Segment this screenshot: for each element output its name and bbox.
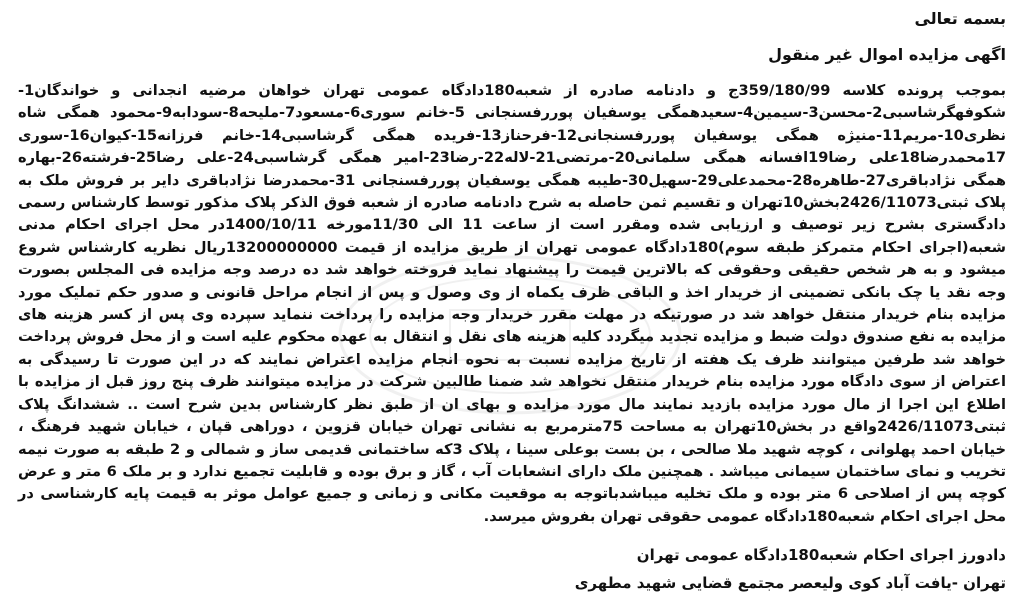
notice-body: بموجب پرونده کلاسه 359/180/99ج و دادنامه صادره از شعبه180دادگاه عمومی تهران خواهان مرضیه انجدانی و خواندگان1-شکوفهگرشاسبی2-محسن3-سیمین4-سعیدهمگی یوسفیان پوررفسنجانی 5-خانم سوری6-مسعود7-ملیحه8-سودابه9-محمود همگی شاه نظری10-مریم11-منیژه همگی یوسفیان پوررفسنجانی12-فرحناز13-فریده همگی گرشاسبی14-خانم فرزانه15-کیوان16-سوری 17محمدرضا18علی رضا19افسانه همگی سلمانی20-مرتضی21-لاله22-رضا23-امیر همگی گرشاسبی24-علی رضا25-فرشته26-بهاره همگی نژادباقری27-طاهره28-محمدعلی29-سهیل30-طیبه همگی یوسفیان پوررفسنجانی 31-محمدرضا نژادباقری دایر بر فروش ملک به پلاک ثبتی2426/11073بخش10تهران و تقسیم ثمن حاصله به شرح دادنامه صادره از شعبه فوق الذکر پلاک مذکور توسط کارشناس رسمی دادگستری بشرح زیر توصیف و ارزیابی شده ومقرر است از ساعت 11 الی 11/30مورخه 1400/10/11در محل اجرای احکام مدنی شعبه(اجرای احکام متمرکز طبقه سوم)180دادگاه عمومی تهران از طریق مزایده از قیمت 13200000000ریال نظریه کارشناس شروع میشود و به هر شخص حقیقی وحقوقی که بالاترین قیمت را پیشنهاد نماید فروخته خواهد شد ده درصد وجه مزایده فی المجلس بصورت وجه نقد یا چک بانکی تضمینی از خریدار اخذ و الباقی ظرف یکماه از وی وصول و پس از انجام مراحل قانونی و صدور حکم تملیک مورد مزایده بنام خریدار منتقل خواهد شد در صورتیکه در مهلت مقرر خریدار وجه مزایده را پرداخت ننماید سپرده وی پس از کسر هزینه های مزایده به نفع صندوق دولت ضبط و مزایده تجدید میگردد کلیه هزینه های نقل و انتقال به عهده محکوم علیه است و از محل فروش پرداخت خواهد شد طرفین میتوانند ظرف یک هفته از تاریخ مزایده نسبت به نحوه انجام مزایده اعتراض نمایند که در این صورت تا رسیدگی به اعتراض از سوی دادگاه مورد مزایده بنام خریدار منتقل نخواهد شد ضمنا طالبین شرکت در مزایده میتوانند ظرف پنج روز قبل از مزایده با اطلاع این اجرا از مال مورد مزایده بازدید نمایند مال مورد مزایده و بهای ان از طبق نظر کارشناس بدین شرح است .. ششدانگ پلاک ثبتی2426/11073واقع در بخش10تهران به مساحت 75مترمربع به نشانی تهران خیابان قزوین ، دوراهی قپان ، خیابان شهید فرهنگ ، خیابان احمد پهلوانی ، کوچه شهید ملا صالحی ، بن بست بوعلی سینا ، پلاک 3که ساختمانی قدیمی ساز و شمالی و 2 طبقه به صورت نیمه تخریب و نمای ساختمان سیمانی میباشد . همچنین ملک دارای انشعابات آب ، گاز و برق بوده و قابلیت تجمیع ندارد و بر ملک 6 متر و عرض کوچه پس از اصلاحی 6 متر بوده و ملک تخلیه میباشدباتوجه به موقعیت مکانی و زمانی و جمیع عوامل موثر به قیمت پایه کارشناسی در محل اجرای احکام شعبه180دادگاه عمومی حقوقی تهران بفروش میرسد. (18, 82, 1007, 525)
signature-line: دادورز اجرای احکام شعبه180دادگاه عمومی تهران (636, 546, 1006, 565)
notice-title: اگهی مزایده اموال غیر منقول (768, 45, 1006, 64)
basmala-header: بسمه تعالی (914, 9, 1006, 28)
address-footer: تهران -یافت آباد کوی ولیعصر مجتمع قضایی شهید مطهری (574, 574, 1006, 592)
